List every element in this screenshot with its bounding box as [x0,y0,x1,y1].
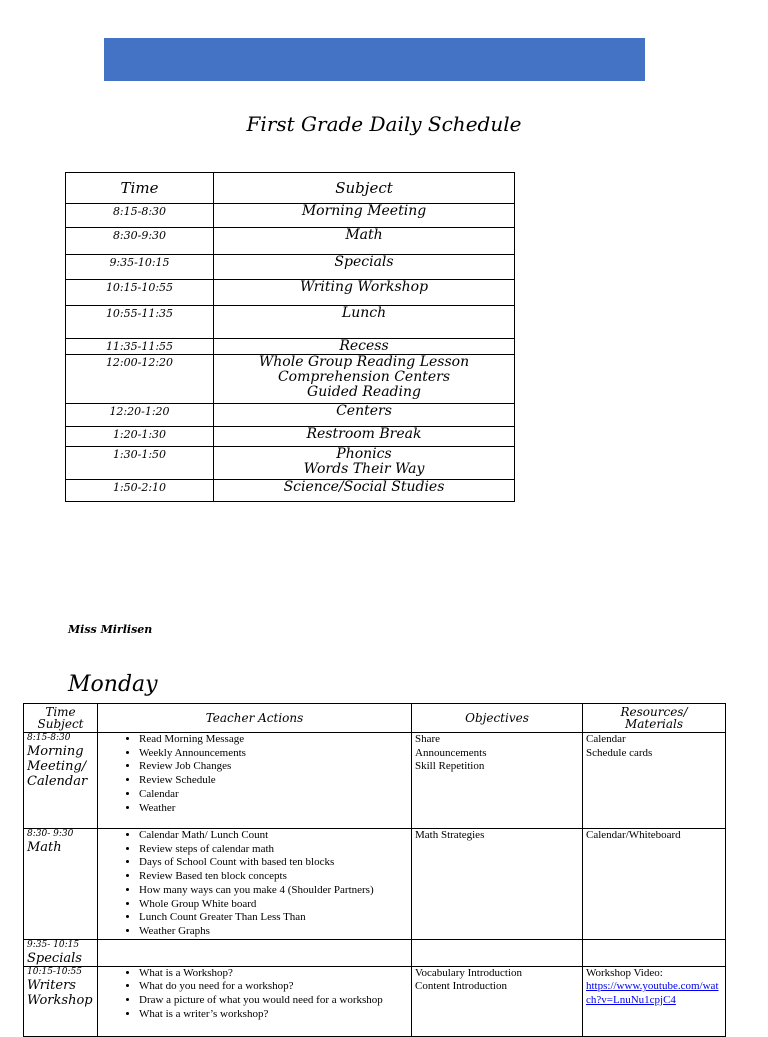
schedule-subject-line: Recess [339,338,389,354]
plan-objectives-cell [412,966,583,1036]
plan-time-subject-cell [24,733,98,829]
objective-item: Content Introduction [415,980,507,993]
teacher-actions-header: Teacher Actions [98,704,412,733]
schedule-subject-line: Comprehension Centers [277,369,451,385]
action-item: • Calendar Math/ Lunch Count [139,829,408,843]
schedule-row [66,280,515,306]
schedule-subject [214,355,515,404]
time-column-header: Time [66,173,214,204]
objective-item: Share [415,733,441,745]
plan-time-subject-cell [24,966,98,1036]
schedule-subject [214,480,515,502]
plan-objectives-cell [412,733,583,829]
resource-item: Schedule cards [586,746,653,759]
schedule-subject-line: Restroom Break [306,426,422,442]
author-name: Miss Mirlisen [68,623,153,636]
action-item: • Weather Graphs [139,925,408,939]
daily-schedule-table [65,172,515,502]
time-header-label: Time [45,705,76,719]
action-item: • Whole Group White board [139,898,408,912]
plan-objectives-cell [412,939,583,966]
action-item: • Weather [139,802,408,816]
materials-header-label: Materials [624,717,684,731]
objective-item: Skill Repetition [415,760,485,773]
action-item: • Days of School Count with based ten blocks [139,856,408,870]
action-item: • Review steps of calendar math [139,843,408,857]
plan-subject: Specials [27,950,82,966]
schedule-subject [214,427,515,447]
day-heading: Monday [68,672,158,697]
page-title: First Grade Daily Schedule [246,112,522,136]
actions-list [101,829,408,939]
schedule-subject-line: Centers [336,403,392,419]
action-item: • Read Morning Message [139,733,408,747]
time-subject-header [24,704,98,733]
plan-resources-cell [583,939,726,966]
schedule-time: 12:00-12:20 [66,355,214,404]
schedule-header-row [66,173,515,204]
schedule-time: 10:55-11:35 [66,306,214,339]
schedule-subject [214,339,515,355]
action-item: • Draw a picture of what you would need for a workshop [139,994,408,1008]
plan-time: 9:35- 10:15 [27,939,80,950]
schedule-subject [214,255,515,280]
action-item: • Review Based ten block concepts [139,870,408,884]
schedule-row [66,204,515,228]
objective-item: Math Strategies [415,829,485,841]
schedule-row [66,228,515,255]
schedule-subject-line: Math [345,227,383,243]
action-item: • What do you need for a workshop? [139,980,408,994]
plan-actions-cell [98,733,412,829]
plan-header-row [24,704,726,733]
resources-header-label: Resources/ [620,705,688,719]
subject-column-header: Subject [214,173,515,204]
schedule-subject-line: Whole Group Reading Lesson [258,354,470,370]
plan-time-subject-cell [24,829,98,940]
objective-item: Vocabulary Introduction [415,966,523,979]
plan-subject: Morning Meeting/ Calendar [27,744,88,789]
schedule-time: 8:15-8:30 [66,204,214,228]
resource-item: Calendar [586,733,626,745]
schedule-time: 1:30-1:50 [66,447,214,480]
action-item: • Calendar [139,788,408,802]
action-item: • Review Job Changes [139,760,408,774]
action-item: • Weekly Announcements [139,747,408,761]
plan-resources-cell [583,829,726,940]
resource-item: Workshop Video: [586,966,663,979]
schedule-subject [214,280,515,306]
plan-row [24,939,726,966]
subject-header-label: Subject [37,717,84,731]
schedule-subject-line: Science/Social Studies [283,479,445,495]
action-item: • What is a Workshop? [139,967,408,981]
actions-list [101,733,408,815]
plan-row [24,733,726,829]
schedule-time: 9:35-10:15 [66,255,214,280]
plan-row [24,966,726,1036]
plan-objectives-cell [412,829,583,940]
schedule-subject-line: Words Their Way [303,461,425,477]
plan-time: 8:30- 9:30 [27,829,74,839]
schedule-subject [214,306,515,339]
schedule-time: 8:30-9:30 [66,228,214,255]
plan-time: 10:15-10:55 [27,966,82,977]
plan-time-subject-cell [24,939,98,966]
schedule-time: 10:15-10:55 [66,280,214,306]
plan-actions-cell [98,939,412,966]
workshop-video-link[interactable]: https://www.youtube.com/watch?v=LnuNu1cpjC4 [586,980,719,1007]
plan-resources-cell [583,733,726,829]
plan-subject: Writers Workshop [27,977,93,1008]
schedule-row [66,306,515,339]
schedule-time: 1:20-1:30 [66,427,214,447]
schedule-subject-line: Guided Reading [307,384,421,400]
schedule-subject [214,447,515,480]
plan-row [24,829,726,940]
objectives-header: Objectives [412,704,583,733]
plan-time: 8:15-8:30 [27,733,71,743]
schedule-row [66,339,515,355]
schedule-subject-line: Morning Meeting [301,203,427,219]
schedule-subject [214,204,515,228]
plan-subject: Math [27,840,62,855]
schedule-row [66,480,515,502]
resource-item: Calendar/Whiteboard [586,829,681,841]
plan-actions-cell [98,829,412,940]
action-item: • Lunch Count Greater Than Less Than [139,911,408,925]
schedule-subject [214,404,515,427]
monday-plan-table [23,703,726,1037]
schedule-row [66,447,515,480]
schedule-subject-line: Phonics [336,446,392,462]
schedule-time: 11:35-11:55 [66,339,214,355]
header-banner [104,38,645,81]
plan-actions-cell [98,966,412,1036]
plan-resources-cell [583,966,726,1036]
schedule-subject-line: Lunch [341,305,387,321]
actions-list [101,967,408,1022]
objective-item: Announcements [415,746,487,759]
schedule-row [66,427,515,447]
schedule-subject-line: Writing Workshop [299,279,429,295]
action-item: • How many ways can you make 4 (Shoulder Partners) [139,884,408,898]
schedule-subject-line: Specials [334,254,394,270]
schedule-row [66,355,515,404]
schedule-time: 1:50-2:10 [66,480,214,502]
action-item: • What is a writer’s workshop? [139,1008,408,1022]
schedule-time: 12:20-1:20 [66,404,214,427]
schedule-row [66,404,515,427]
schedule-row [66,255,515,280]
action-item: • Review Schedule [139,774,408,788]
schedule-subject [214,228,515,255]
resources-header [583,704,726,733]
